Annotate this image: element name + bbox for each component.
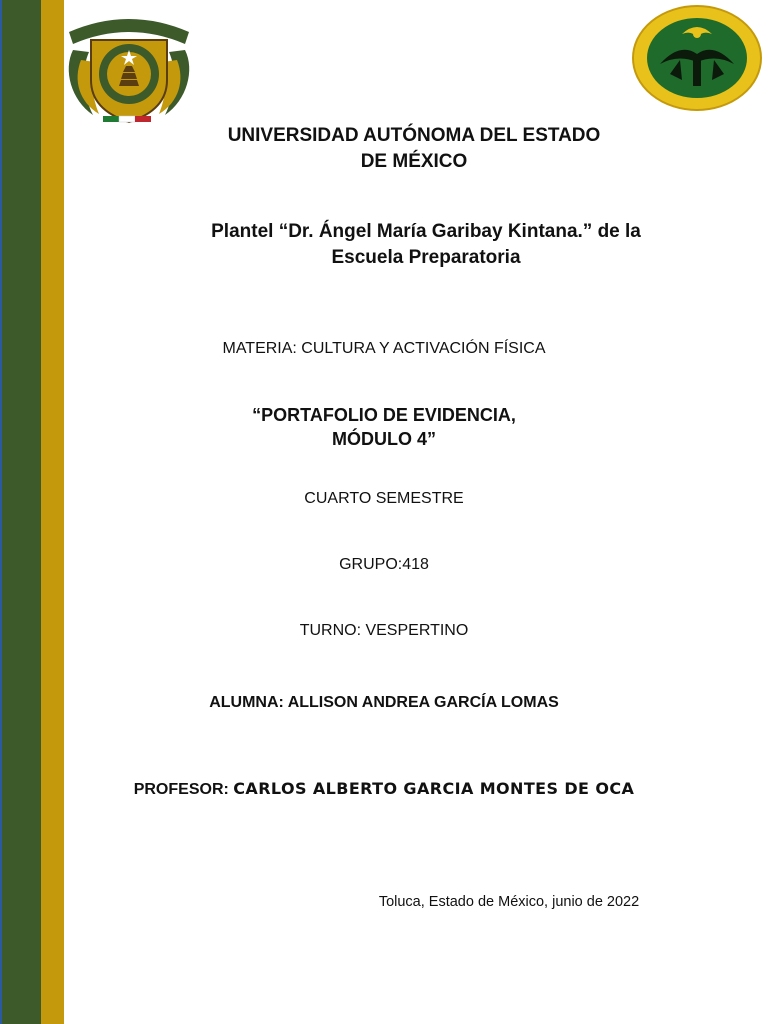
place-date-line: Toluca, Estado de México, junio de 2022 [378, 894, 640, 910]
university-line1: UNIVERSIDAD AUTÓNOMA DEL ESTADO [227, 125, 601, 146]
subject-line: MATERIA: CULTURA Y ACTIVACIÓN FÍSICA [222, 340, 546, 357]
university-line2: DE MÉXICO [360, 151, 468, 172]
professor-line [100, 779, 668, 799]
left-gold-stripe [41, 0, 64, 1024]
shift-line: TURNO: VESPERTINO [299, 622, 469, 639]
plantel-seal-logo [630, 4, 764, 112]
university-name [190, 123, 638, 175]
professor-label: PROFESOR: [133, 781, 229, 798]
semester-line: CUARTO SEMESTRE [304, 490, 464, 507]
plantel-line1: Plantel “Dr. Ángel María Garibay Kintana.” de la [211, 221, 641, 242]
title-line2: MÓDULO 4” [331, 429, 436, 449]
group-line: GRUPO:418 [339, 556, 429, 573]
student-line: ALUMNA: ALLISON ANDREA GARCÍA LOMAS [209, 694, 559, 711]
professor-name: CARLOS ALBERTO GARCIA MONTES DE OCA [233, 779, 635, 798]
title-line1: “PORTAFOLIO DE EVIDENCIA, [252, 405, 516, 425]
plantel-line2: Escuela Preparatoria [331, 247, 521, 268]
left-green-stripe [0, 0, 41, 1024]
document-title [160, 403, 608, 451]
left-blue-edge [0, 0, 2, 1024]
plantel-name [190, 219, 662, 271]
uaem-coat-of-arms-logo [63, 10, 195, 130]
